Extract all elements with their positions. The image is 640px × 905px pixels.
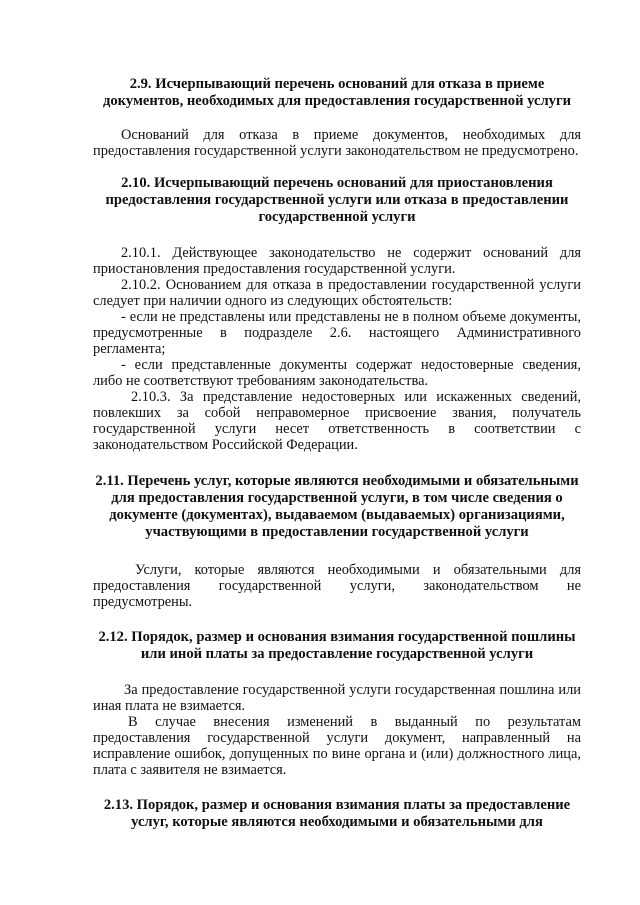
paragraph-2-9-1: Оснований для отказа в приеме документов, необходимых для предоставления государственной услуги законодательством не предусмотрено. [93, 127, 581, 159]
section-heading-2-10: 2.10. Исчерпывающий перечень оснований для приостановления предоставления государственной услуги или отказа в предоставлении государственной услуги [105, 175, 569, 225]
paragraph-2-12-2: В случае внесения изменений в выданный по результатам предоставления государственной услуги документ, направленный на исправление ошибок, допущенных по вине органа и (или) должностного лица, плата с заявителя не взимается. [93, 714, 581, 778]
section-heading-2-11: 2.11. Перечень услуг, которые являются необходимыми и обязательными для предоставления государственной услуги, в том числе сведения о документе (документах), выдаваемом (выдаваемых) организациями, участвующими в предоставлении государственной услуги [95, 473, 579, 540]
paragraph-2-11-1: Услуги, которые являются необходимыми и обязательными для предоставления государственной услуги, законодательством не предусмотрены. [93, 562, 581, 610]
paragraph-2-12-1: За предоставление государственной услуги государственная пошлина или иная плата не взимается. [93, 682, 581, 714]
list-item-2-10-2-b: - если представленные документы содержат недостоверные сведения, либо не соответствуют требованиям законодательства. [93, 357, 581, 389]
paragraph-2-10-1: 2.10.1. Действующее законодательство не содержит оснований для приостановления предоставления государственной услуги. [93, 245, 581, 277]
section-heading-2-12: 2.12. Порядок, размер и основания взимания государственной пошлины или иной платы за предоставление государственной услуги [98, 629, 576, 662]
paragraph-2-10-2: 2.10.2. Основанием для отказа в предоставлении государственной услуги следует при наличии одного из следующих обстоятельств: [93, 277, 581, 309]
list-item-2-10-2-a: - если не представлены или представлены не в полном объеме документы, предусмотренные в подразделе 2.6. настоящего Административного регламента; [93, 309, 581, 357]
paragraph-2-10-3: 2.10.3. За представление недостоверных или искаженных сведений, повлекших за собой неправомерное присвоение звания, получатель государственной услуги несет ответственность в соответствии с законодательством Российской Федерации. [93, 389, 581, 453]
document-page [93, 76, 581, 831]
section-heading-2-9: 2.9. Исчерпывающий перечень оснований для отказа в приеме документов, необходимых для предоставления государственной услуги [103, 76, 571, 109]
section-heading-2-13: 2.13. Порядок, размер и основания взимания платы за предоставление услуг, которые являются необходимыми и обязательными для [103, 797, 571, 830]
